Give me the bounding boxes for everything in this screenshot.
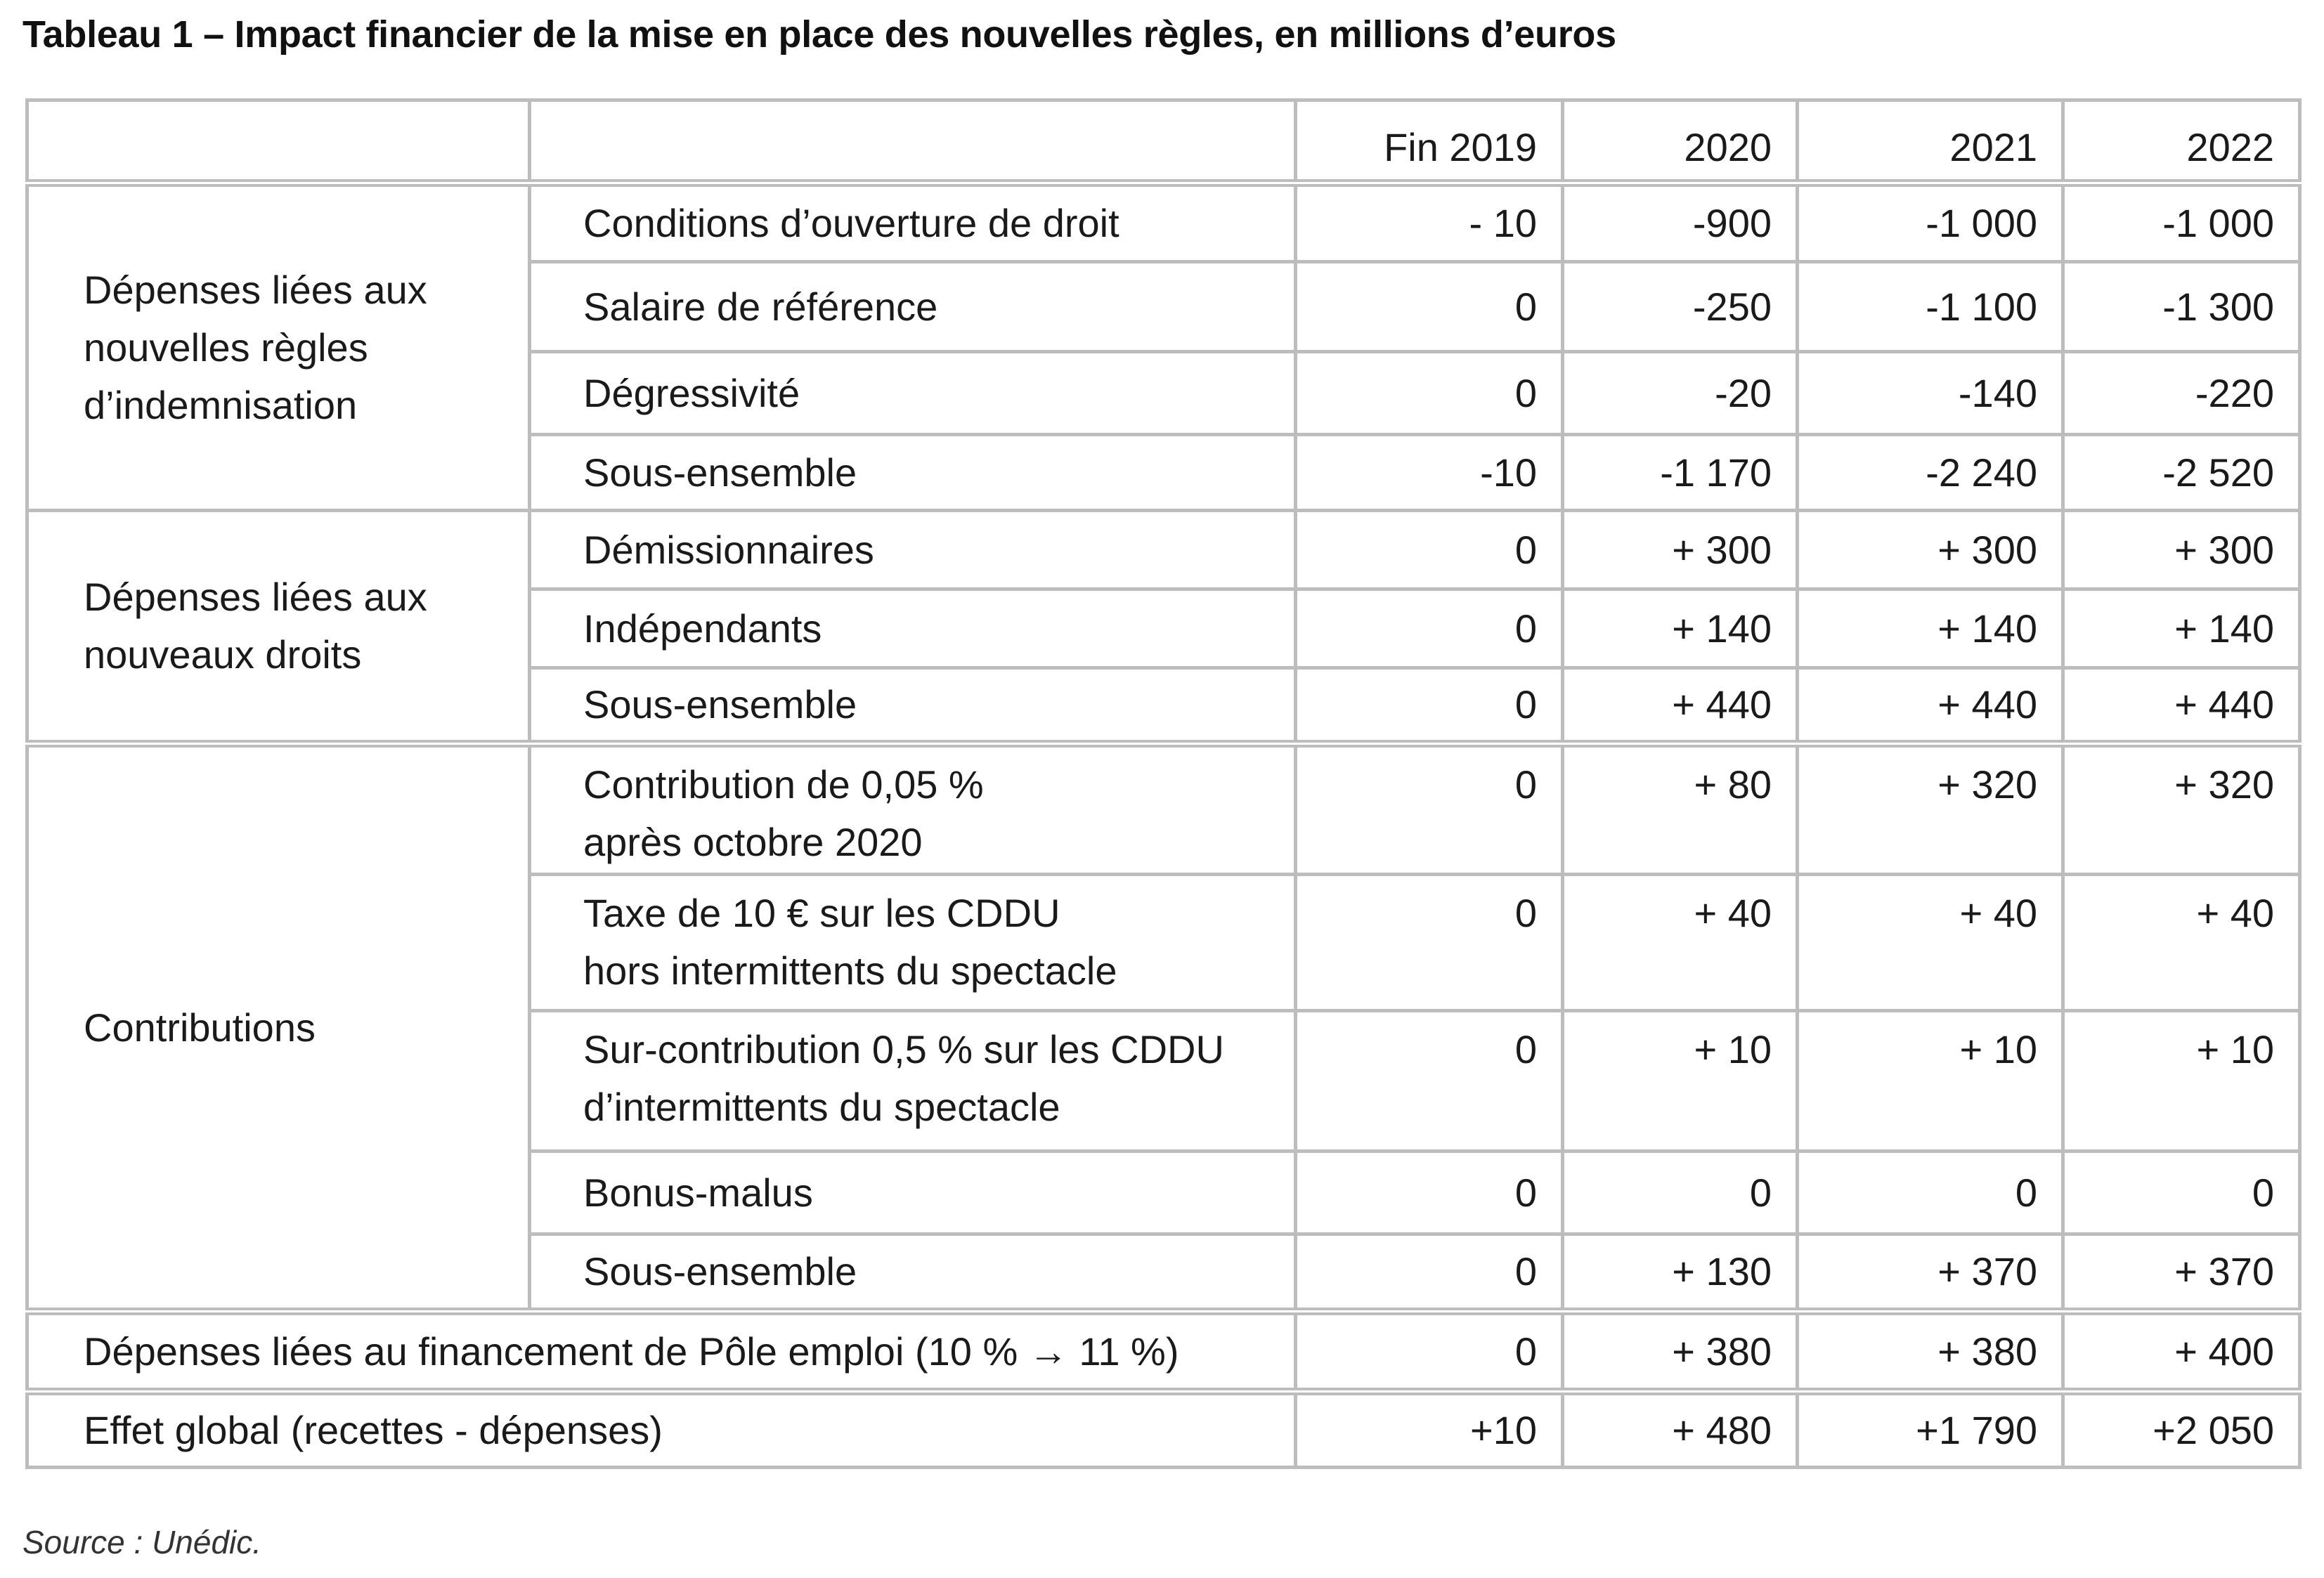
row-label-line: Taxe de 10 € sur les CDDU [583, 891, 1060, 935]
cell-value: -250 [1563, 262, 1798, 352]
cell-value: 0 [1296, 352, 1563, 435]
cell-value: + 140 [2063, 589, 2300, 668]
row-label: Sous-ensemble [530, 435, 1296, 511]
row-label: Conditions d’ouverture de droit [530, 183, 1296, 262]
year-header: 2022 [2063, 100, 2300, 183]
year-header: 2020 [1563, 100, 1798, 183]
row-label [530, 744, 1296, 875]
cell-value: + 10 [2063, 1011, 2300, 1152]
cell-value: 0 [1296, 1234, 1563, 1312]
summary-label-pole-emploi: Dépenses liées au financement de Pôle emploi (10 % → 11 %) [27, 1312, 1296, 1392]
table-row [27, 183, 2300, 262]
cell-value: -140 [1798, 352, 2063, 435]
cell-value: 0 [1296, 511, 1563, 589]
cell-value: + 140 [1563, 589, 1798, 668]
cell-value: + 10 [1563, 1011, 1798, 1152]
row-label-line: Sur-contribution 0,5 % sur les CDDU [583, 1027, 1224, 1071]
cell-value: + 440 [1563, 668, 1798, 744]
table-row [27, 1392, 2300, 1468]
cell-value: + 130 [1563, 1234, 1798, 1312]
header-empty-group [27, 100, 530, 183]
cell-value: + 300 [2063, 511, 2300, 589]
cell-value: 0 [1296, 744, 1563, 875]
cell-value: + 140 [1798, 589, 2063, 668]
row-label [530, 875, 1296, 1011]
cell-value: +1 790 [1798, 1392, 2063, 1468]
financial-impact-table [25, 98, 2302, 1469]
cell-value: 0 [1296, 589, 1563, 668]
cell-value: + 40 [2063, 875, 2300, 1011]
cell-value: + 440 [2063, 668, 2300, 744]
cell-value: -2 240 [1798, 435, 2063, 511]
header-row [27, 100, 2300, 183]
cell-value: + 40 [1563, 875, 1798, 1011]
row-label: Indépendants [530, 589, 1296, 668]
cell-value: + 320 [1798, 744, 2063, 875]
year-header: 2021 [1798, 100, 2063, 183]
row-label-line: Contribution de 0,05 % [583, 762, 984, 807]
table-row [27, 1312, 2300, 1392]
cell-value: + 80 [1563, 744, 1798, 875]
cell-value: + 40 [1798, 875, 2063, 1011]
row-label-line: hors intermittents du spectacle [583, 948, 1117, 993]
cell-value: + 370 [1798, 1234, 2063, 1312]
cell-value: 0 [1296, 1312, 1563, 1392]
row-label: Salaire de référence [530, 262, 1296, 352]
row-label: Démissionnaires [530, 511, 1296, 589]
cell-value: - 10 [1296, 183, 1563, 262]
cell-value: + 10 [1798, 1011, 2063, 1152]
header-empty-item [530, 100, 1296, 183]
table-row [27, 511, 2300, 589]
cell-value: 0 [2063, 1152, 2300, 1234]
group-label-indemnisation: Dépenses liées aux nouvelles règles d’indemnisation [27, 183, 530, 511]
row-label: Sous-ensemble [530, 668, 1296, 744]
group-label-nouveaux-droits: Dépenses liées aux nouveaux droits [27, 511, 530, 744]
table-title: Tableau 1 – Impact financier de la mise en place des nouvelles règles, en millions d’euros [22, 13, 1616, 56]
cell-value: -900 [1563, 183, 1798, 262]
cell-value: -1 170 [1563, 435, 1798, 511]
cell-value: -20 [1563, 352, 1798, 435]
cell-value: -1 000 [2063, 183, 2300, 262]
summary-label-effet-global: Effet global (recettes - dépenses) [27, 1392, 1296, 1468]
cell-value: 0 [1296, 875, 1563, 1011]
cell-value: -10 [1296, 435, 1563, 511]
cell-value: 0 [1563, 1152, 1798, 1234]
cell-value: + 440 [1798, 668, 2063, 744]
cell-value: +10 [1296, 1392, 1563, 1468]
cell-value: + 380 [1798, 1312, 2063, 1392]
cell-value: + 300 [1798, 511, 2063, 589]
cell-value: + 400 [2063, 1312, 2300, 1392]
cell-value: + 480 [1563, 1392, 1798, 1468]
year-header: Fin 2019 [1296, 100, 1563, 183]
cell-value: +2 050 [2063, 1392, 2300, 1468]
row-label-line: après octobre 2020 [583, 820, 923, 864]
source-note: Source : Unédic. [22, 1524, 262, 1560]
group-label-contributions: Contributions [27, 744, 530, 1312]
row-label: Bonus-malus [530, 1152, 1296, 1234]
cell-value: -1 000 [1798, 183, 2063, 262]
row-label-line: d’intermittents du spectacle [583, 1085, 1060, 1129]
cell-value: -1 300 [2063, 262, 2300, 352]
cell-value: 0 [1798, 1152, 2063, 1234]
row-label: Sous-ensemble [530, 1234, 1296, 1312]
cell-value: + 380 [1563, 1312, 1798, 1392]
table-row [27, 744, 2300, 875]
row-label [530, 1011, 1296, 1152]
cell-value: 0 [1296, 1011, 1563, 1152]
cell-value: -1 100 [1798, 262, 2063, 352]
cell-value: -2 520 [2063, 435, 2300, 511]
cell-value: 0 [1296, 262, 1563, 352]
cell-value: -220 [2063, 352, 2300, 435]
cell-value: 0 [1296, 1152, 1563, 1234]
cell-value: + 320 [2063, 744, 2300, 875]
cell-value: + 300 [1563, 511, 1798, 589]
cell-value: 0 [1296, 668, 1563, 744]
row-label: Dégressivité [530, 352, 1296, 435]
cell-value: + 370 [2063, 1234, 2300, 1312]
